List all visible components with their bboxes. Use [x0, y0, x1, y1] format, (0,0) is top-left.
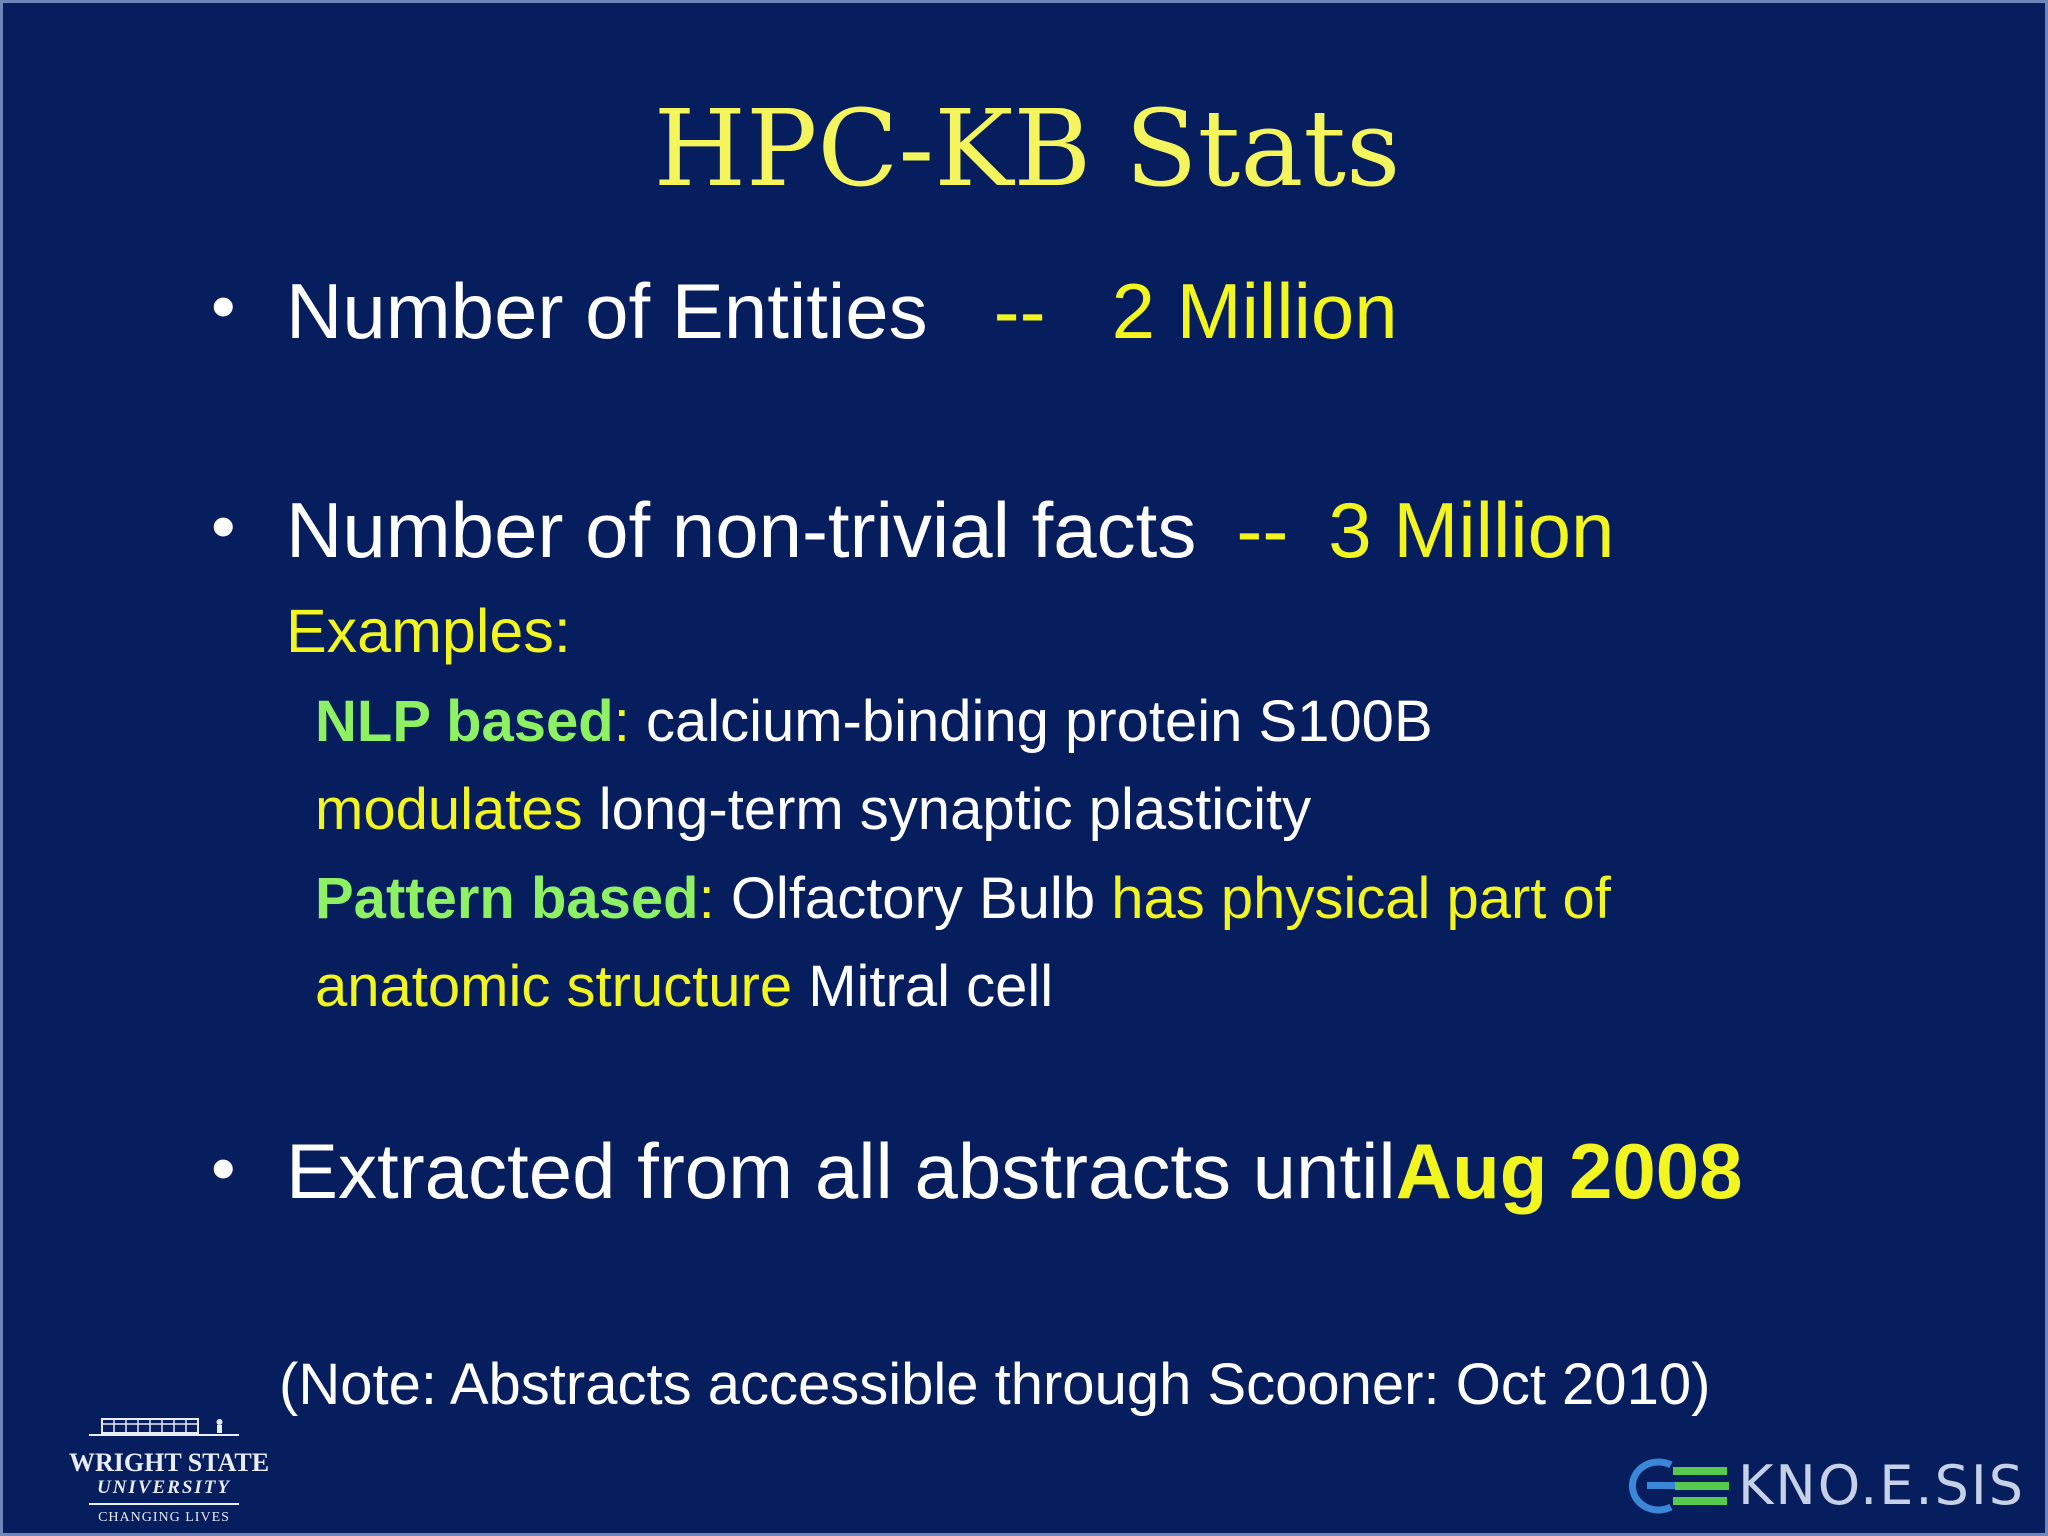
slide-title: HPC-KB Stats [653, 87, 1401, 210]
bullet-entities-separator: -- [993, 267, 1046, 355]
nlp-colon: : [613, 689, 630, 754]
bullet-facts [286, 482, 1614, 578]
bullet-entities-value: 2 Million [1111, 267, 1398, 355]
knoesis-text: KNO.E.SIS [1738, 1454, 2026, 1517]
pattern-tag: Pattern based [315, 866, 699, 931]
bullet-icon: • [211, 487, 236, 565]
knoesis-e-icon [1613, 1451, 1733, 1521]
pattern-predicate-1: has physical part of [1111, 866, 1611, 931]
example-pattern-line1 [315, 859, 1611, 939]
bullet-icon: • [211, 267, 236, 345]
bullet-facts-value: 3 Million [1328, 486, 1615, 574]
bullet-extracted [286, 1123, 1743, 1219]
knoesis-logo [1613, 1451, 2026, 1521]
example-nlp-line2 [315, 770, 1311, 850]
example-nlp-line1 [315, 682, 1433, 762]
bullet-extracted-label: Extracted from all abstracts until [286, 1127, 1396, 1215]
bullet-facts-label: Number of non-trivial facts [286, 486, 1197, 574]
wsu-name: WRIGHT STATE [69, 1448, 270, 1477]
wsu-divider [89, 1503, 239, 1505]
wsu-building-icon [69, 1411, 259, 1449]
nlp-object: long-term synaptic plasticity [582, 777, 1312, 842]
pattern-predicate-2: anatomic structure [315, 954, 793, 1019]
pattern-object: Mitral cell [792, 954, 1054, 1019]
pattern-subject: Olfactory Bulb [714, 866, 1112, 931]
bullet-extracted-value: Aug 2008 [1395, 1127, 1743, 1215]
bullet-icon: • [211, 1129, 236, 1207]
example-pattern-line2 [315, 947, 1053, 1027]
pattern-colon: : [698, 866, 715, 931]
nlp-predicate: modulates [315, 777, 583, 842]
bullet-entities-label: Number of Entities [286, 267, 928, 355]
nlp-tag: NLP based [315, 689, 614, 754]
wsu-university: UNIVERSITY [96, 1477, 232, 1498]
bullet-entities [286, 263, 1398, 359]
examples-heading: Examples: [286, 597, 571, 665]
nlp-subject: calcium-binding protein S100B [629, 689, 1433, 754]
bullet-facts-separator: -- [1236, 486, 1289, 574]
wright-state-logo [69, 1411, 270, 1531]
note: (Note: Abstracts accessible through Scooner: Oct 2010) [279, 1352, 1711, 1417]
wsu-tagline: CHANGING LIVES [98, 1510, 230, 1525]
